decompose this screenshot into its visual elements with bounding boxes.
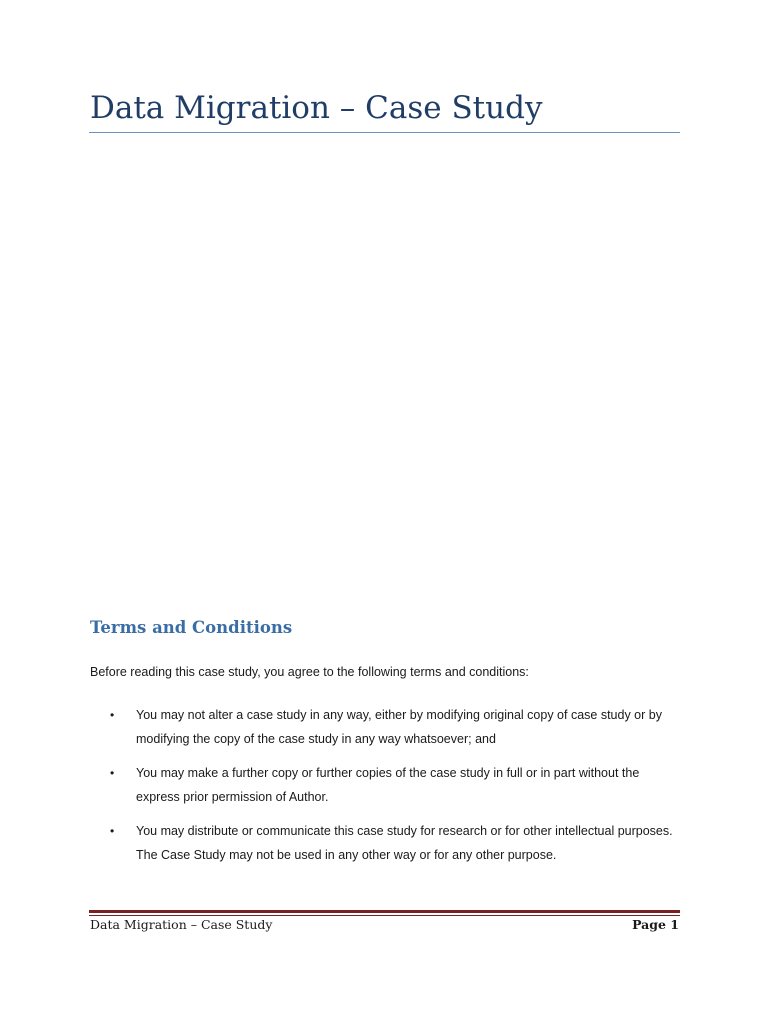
list-item: [0, 761, 680, 809]
footer-document-title: Data Migration – Case Study: [90, 917, 273, 932]
intro-paragraph: Before reading this case study, you agree to the following terms and conditions:: [90, 665, 529, 679]
term-text: You may make a further copy or further copies of the case study in full or in part without the express prior permission of Author.: [136, 766, 640, 804]
section-heading-terms: Terms and Conditions: [90, 618, 293, 637]
bullet-icon: •: [110, 766, 115, 780]
bullet-icon: •: [110, 708, 115, 722]
terms-list: [0, 703, 768, 877]
footer-divider-thick: [89, 910, 680, 913]
list-item: [0, 703, 680, 751]
term-text: You may not alter a case study in any way, either by modifying original copy of case study or by modifying the copy of the case study in any way whatsoever; and: [136, 708, 662, 746]
title-divider: [89, 132, 680, 133]
footer-page-number: Page 1: [632, 917, 679, 932]
page-title: Data Migration – Case Study: [90, 90, 543, 126]
list-item: [0, 819, 680, 867]
bullet-icon: •: [110, 824, 115, 838]
term-text: You may distribute or communicate this case study for research or for other intellectual purposes. The Case Study may not be used in any other way or for any other purpose.: [136, 824, 673, 862]
